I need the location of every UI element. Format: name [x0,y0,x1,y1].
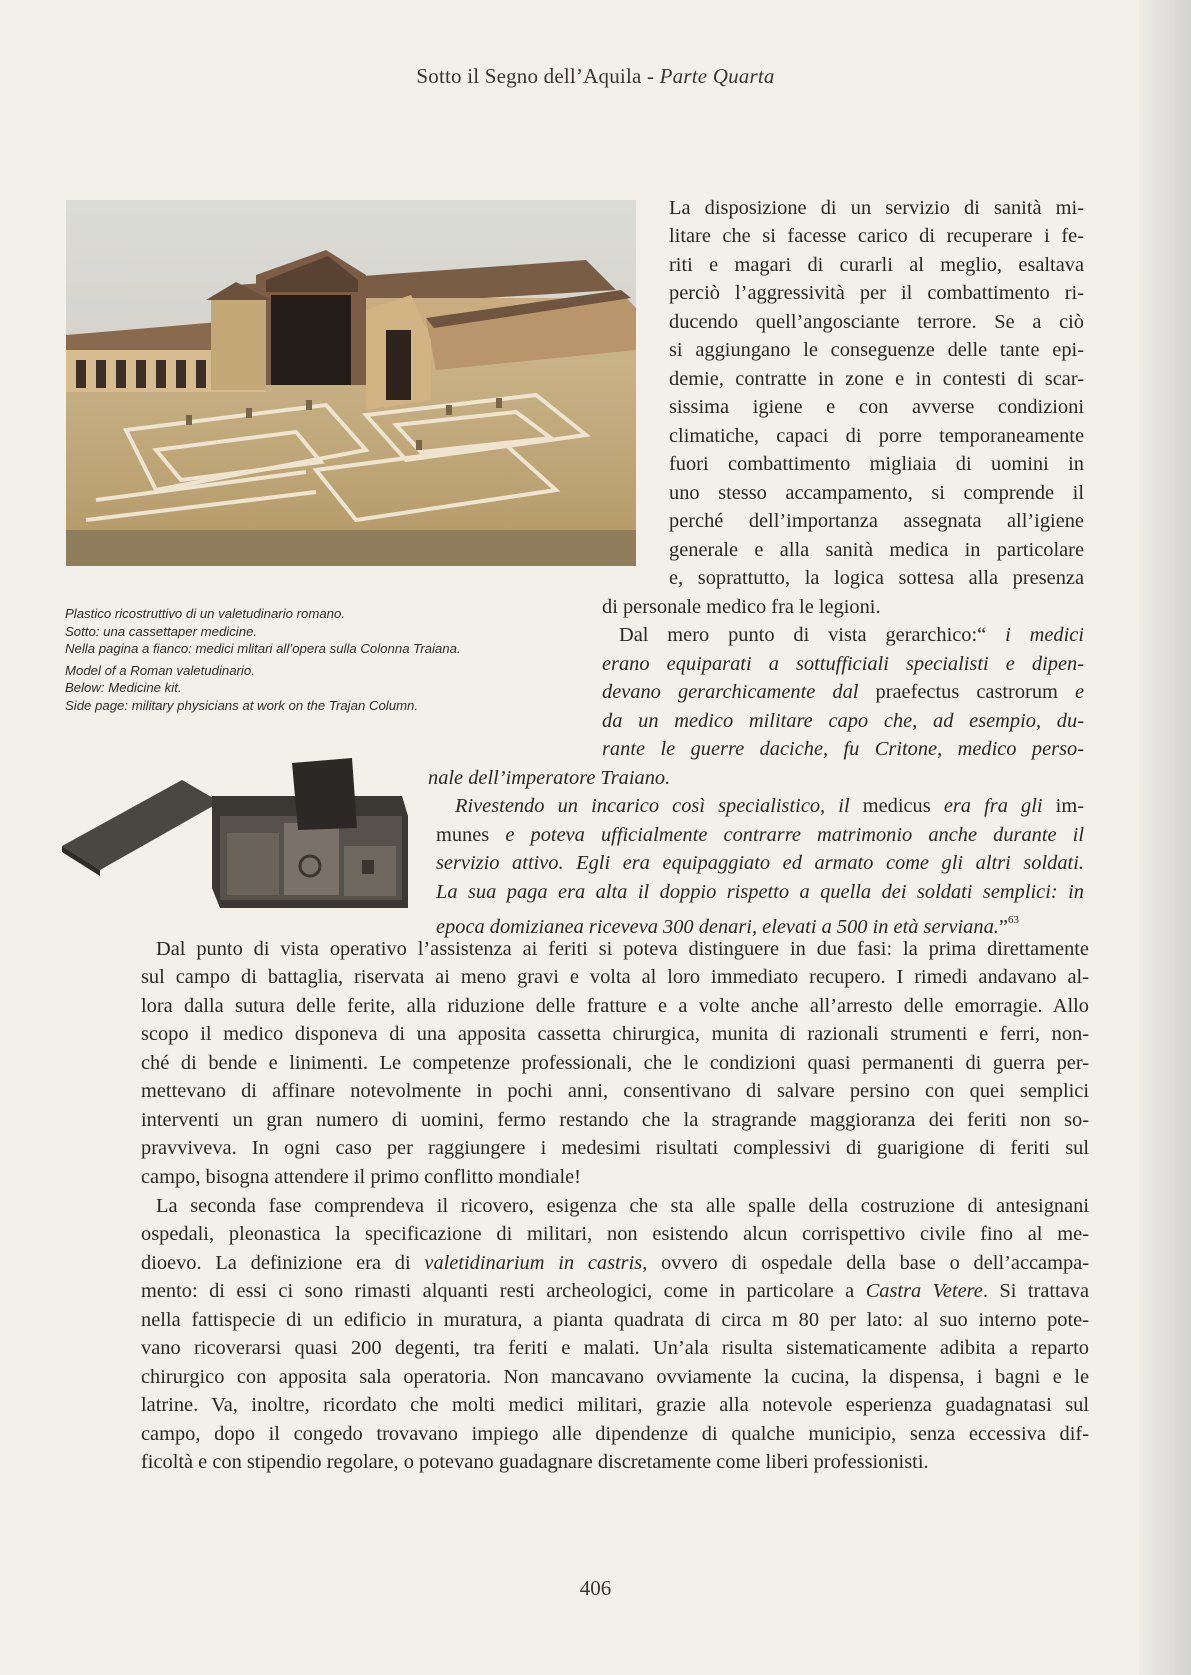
text-line: generale e alla sanità medica in particolare [669,539,1084,561]
text-line: latrine. Va, inoltre, ricordato che molti medici militari, grazie alla notevole esperienza guadagnatasi sul [141,1394,1089,1416]
text-run: Castra Vetere [865,1280,983,1302]
text-line: La seconda fase comprendeva il ricovero, esigenza che sta alle spalle della costruzione di antesignani [156,1195,1089,1217]
medicine-kit-photo [62,758,408,918]
text-line: lora dalla sutura delle ferite, alla riduzione delle fratture e a volte anche all’arresto delle emorragie. Allo [141,995,1089,1017]
text-line: nella fattispecie di un edificio in muratura, a pianta quadrata di circa m 80 per lato: al suo interno pote- [141,1309,1089,1331]
text-line: rante le guerre daciche, fu Critone, medico perso- [602,738,1084,760]
text-line: fuori combattimento migliaia di uomini in [669,453,1084,475]
running-head-separator: - [646,64,655,88]
text-line: vano ricoverarsi quasi 200 degenti, tra feriti e malati. Un’ala risulta sistematicamente adibita a reparto [141,1337,1089,1359]
caption-en-2: Below: Medicine kit. [65,680,182,695]
roman-valetudinarium-model-photo-icon [66,200,636,566]
text-line: campo, dopo il congedo trovavano impiego alle dipendenze di qualche municipio, senza eccessiva dif- [141,1423,1089,1445]
caption-en-3: Side page: military physicians at work on the Trajan Column. [65,697,419,713]
text-line: La sua paga era alta il doppio rispetto a quella dei soldati semplici: in [436,881,1084,903]
book-title: Sotto il Segno dell’Aquila [416,64,642,88]
text-run: medicus [849,795,944,817]
text-run: era fra gli [943,795,1043,817]
text-line [436,821,1084,850]
text-line: ospedali, pleonastica la specificazione di militari, non esistendo alcun corrispettivo civile fino al me- [141,1223,1089,1245]
text-run: valetidinarium in castris [424,1252,643,1274]
text-line: interventi un gran numero di uomini, fermo restando che la stragrande maggioranza dei feriti non so- [141,1109,1089,1131]
page-edge-shadow [1139,0,1191,1675]
text-line: Dal punto di vista operativo l’assistenza ai feriti si poteva distinguere in due fasi: la prima direttamente [156,938,1089,960]
text-line: ché di bende e linimenti. Le competenze professionali, che le condizioni quasi permanenti di guerra per- [141,1052,1089,1074]
caption-it-3: Nella pagina a fianco: medici mlitari all’opera sulla Colonna Traiana. [65,641,461,656]
text-run: mento: di essi ci sono rimasti alquanti resti archeologici, come in particolare a [141,1280,866,1302]
text-line [141,1277,1089,1306]
section-title: Parte Quarta [659,64,775,88]
text-line: nale dell’imperatore Traiano. [428,767,671,789]
text-line: pravviveva. In ogni caso per raggiungere i medesimi risultati complessivi di guarigione di feriti sul [141,1137,1089,1159]
text-run: dioevo. La definizione era di [141,1252,425,1274]
caption-it-1: Plastico ricostruttivo di un valetudinario romano. [65,606,346,621]
text-run: i medici [1005,624,1084,646]
text-line: erano equiparati a sottufficiali specialisti e dipen- [602,653,1084,675]
text-line: uno stesso accampamento, si comprende il [669,482,1084,504]
running-head [0,64,1191,89]
text-run: . Si trattava [982,1280,1089,1302]
valetudinarium-model-photo [66,200,636,566]
text-line: sul campo di battaglia, riservata ai meno gravi e volta al loro immediato recupero. I rimedi andavano al- [141,966,1089,988]
text-line: da un medico militare capo che, ad esempio, du- [602,710,1084,732]
text-line: servizio attivo. Egli era equipaggiato ed armato come gli altri soldati. [436,852,1084,874]
text-run: munes [436,824,506,846]
text-run: epoca domizianea riceveva 300 denari, elevati a 500 in età serviana. [436,916,999,938]
text-line: campo, bisogna attendere il primo conflitto mondiale! [141,1166,581,1188]
text-line: si aggiungano le conseguenze delle tante epi- [669,339,1084,361]
text-run: , ovvero di ospedale della base o dell’accampa- [642,1252,1090,1274]
text-line: chirurgico con apposita sala operatoria. Non mancavano ovviamente la cucina, la dispensa, i bagni e le [141,1366,1089,1388]
text-line: demie, contratte in zone e in contesti di scar- [669,368,1084,390]
text-run: e [1074,681,1084,703]
text-line: litare che si facesse carico di recuperare i fe- [669,225,1084,247]
text-run: Rivestendo un incarico così specialistico, il [455,795,850,817]
text-line: ducendo quell’angosciante terrore. Se a ciò [669,311,1084,333]
text-run: im- [1042,795,1084,817]
text-run: ” [998,916,1008,938]
footnote-reference: 63 [1007,914,1019,926]
medicine-box-photo-icon [62,758,408,918]
caption-en-1: Model of a Roman valetudinario. [65,662,255,678]
figure-captions [65,605,590,714]
text-run: Dal mero punto di vista gerarchico:“ [619,624,987,646]
text-line: La disposizione di un servizio di sanità mi- [669,197,1084,219]
text-line: climatiche, capaci di porre temporaneamente [669,425,1084,447]
text-line [436,906,1019,938]
text-run: praefectus castrorum [858,681,1075,703]
text-line: ficoltà e con stipendio regolare, o potevano guadagnare discretamente come liberi professionisti. [141,1451,929,1473]
text-line: e, soprattutto, la logica sottesa alla presenza [669,567,1084,589]
page-number: 406 [579,1576,612,1600]
text-line: sissima igiene e con avverse condizioni [669,396,1084,418]
text-line: perciò l’aggressività per il combattimento ri- [669,282,1084,304]
text-line [602,678,1084,707]
text-line: scopo il medico disponeva di una apposita cassetta chirurgica, munita di razionali strumenti e ferri, non- [141,1023,1089,1045]
text-line [455,792,1084,821]
text-line: di personale medico fra le legioni. [602,596,881,618]
text-line [619,621,1084,650]
text-run: devano gerarchicamente dal [602,681,859,703]
text-run: e poteva ufficialmente contrarre matrimonio anche durante il [505,824,1084,846]
text-line: perché dell’importanza assegnata all’igiene [669,510,1084,532]
text-line: mettevano di affinare notevolmente in pochi anni, consentivano di salvare persino con quei semplici [141,1080,1089,1102]
caption-it-2: Sotto: una cassettaper medicine. [65,623,258,639]
text-line: riti e magari di curarli al meglio, esaltava [669,254,1084,276]
text-line [141,1249,1089,1278]
